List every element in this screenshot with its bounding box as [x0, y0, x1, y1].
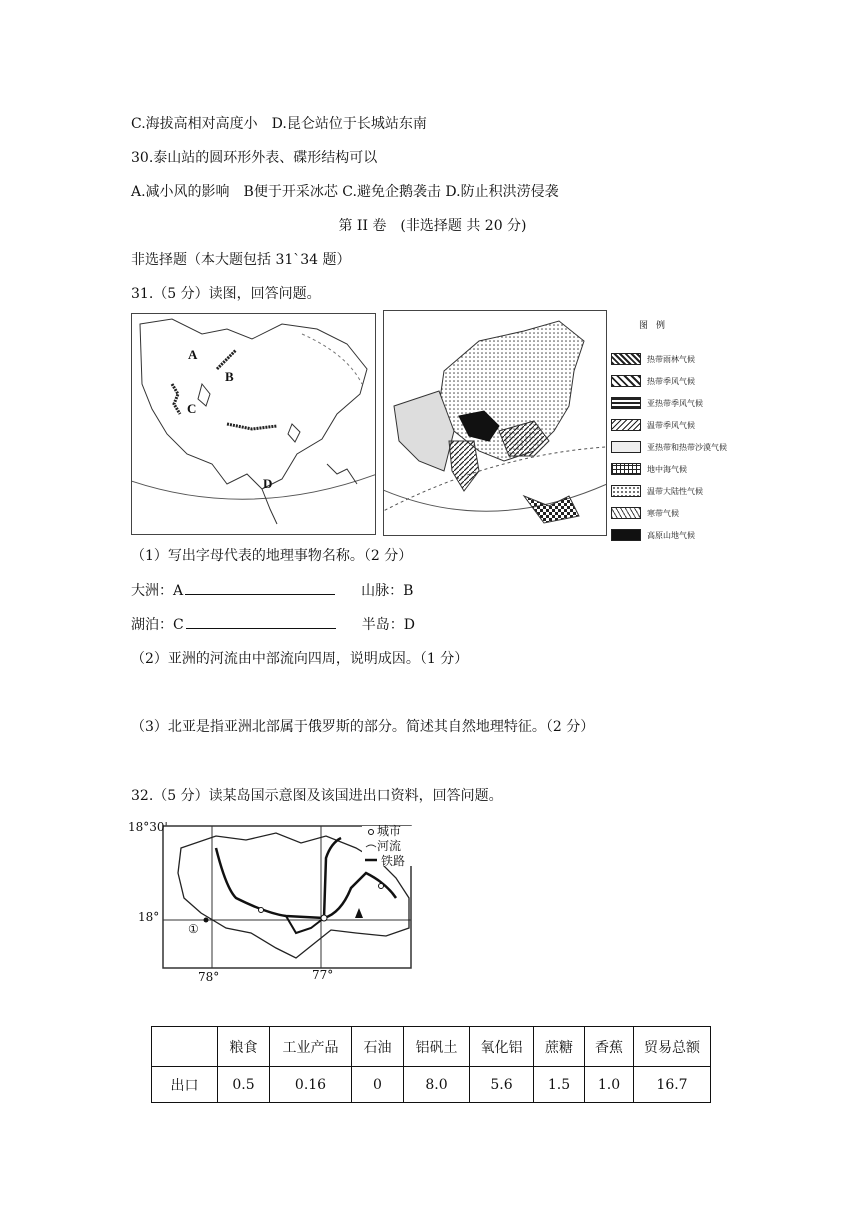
table-header-cell: 铝矾土 [404, 1027, 470, 1067]
asia-physical-map [131, 313, 376, 535]
section-title: 第 II 卷 (非选择题 共 20 分) [338, 218, 527, 234]
table-header-cell: 贸易总额 [634, 1027, 711, 1067]
legend-item [611, 419, 695, 431]
legend-item [611, 353, 695, 365]
legend-title: 图例 [639, 321, 674, 331]
legend-label: 温带季风气候 [647, 420, 695, 430]
climate-legend [611, 318, 751, 540]
table-header-cell: 工业产品 [270, 1027, 352, 1067]
q30-stem: 30.泰山站的圆环形外表、碟形结构可以 [131, 150, 378, 166]
lake-blank[interactable] [186, 614, 336, 629]
table-cell: 8.0 [404, 1067, 470, 1103]
q31-row-continent [131, 580, 413, 600]
q31-sub2: （2）亚洲的河流由中部流向四周，说明成因。（1 分） [131, 651, 469, 667]
legend-swatch [611, 463, 641, 475]
asia-climate-map-svg [384, 311, 606, 535]
table-cell: 16.7 [634, 1067, 711, 1103]
legend-label: 高原山地气候 [647, 530, 695, 540]
lon-left-label: 78° [198, 970, 220, 984]
table-cell: 0 [352, 1067, 404, 1103]
legend-swatch [611, 375, 641, 387]
legend-swatch [611, 441, 641, 453]
trade-table [151, 1026, 711, 1103]
lat-top-label: 18°30' [128, 820, 168, 834]
legend-item [611, 375, 695, 387]
q29-options: C.海拔高相对高度小 D.昆仑站位于长城站东南 [131, 116, 427, 132]
legend-item [611, 441, 727, 453]
table-header-cell: 香蕉 [585, 1027, 634, 1067]
lat-mid-label: 18° [138, 910, 160, 924]
label-a: A [188, 347, 198, 362]
label-d: D [263, 476, 273, 491]
legend-city: 城市 [377, 824, 402, 838]
q30-options: A.减小风的影响 B便于开采冰芯 C.避免企鹅袭击 D.防止积洪涝侵袭 [131, 184, 559, 200]
legend-label: 温带大陆性气候 [647, 486, 703, 496]
table-header-row [152, 1027, 711, 1067]
legend-swatch [611, 529, 641, 541]
legend-label: 热带雨林气候 [647, 354, 695, 364]
legend-label: 热带季风气候 [647, 376, 695, 386]
legend-item [611, 463, 687, 475]
table-cell: 1.0 [585, 1067, 634, 1103]
lake-label: 湖泊：C [131, 617, 184, 633]
q32-stem: 32.（5 分）读某岛国示意图及该国进出口资料，回答问题。 [131, 788, 503, 804]
legend-rail: 铁路 [381, 854, 406, 868]
label-c: C [187, 401, 197, 416]
table-cell: 0.5 [218, 1067, 270, 1103]
legend-label: 亚热带和热带沙漠气候 [647, 442, 727, 452]
table-cell: 5.6 [470, 1067, 534, 1103]
legend-swatch [611, 419, 641, 431]
table-header-cell [152, 1027, 218, 1067]
legend-label: 寒带气候 [647, 508, 679, 518]
table-header-cell: 粮食 [218, 1027, 270, 1067]
mountain-label: 山脉：B [361, 583, 414, 599]
lon-right-label: 77° [312, 968, 334, 982]
legend-item [611, 507, 679, 519]
legend-swatch [611, 485, 641, 497]
legend-swatch [611, 353, 641, 365]
island-map [126, 818, 426, 993]
asia-physical-map-svg [132, 314, 375, 534]
label-b: B [225, 369, 234, 384]
legend-swatch [611, 507, 641, 519]
table-header-cell: 氧化铝 [470, 1027, 534, 1067]
legend-item [611, 529, 695, 541]
legend-swatch [611, 397, 641, 409]
q31-sub1: （1）写出字母代表的地理事物名称。（2 分） [131, 548, 413, 564]
legend-item [611, 397, 703, 409]
marker-1: ① [188, 922, 199, 936]
section-note: 非选择题（本大题包括 31`34 题） [131, 252, 351, 268]
q31-stem: 31.（5 分）读图，回答问题。 [131, 286, 321, 302]
table-header-cell: 石油 [352, 1027, 404, 1067]
continent-blank[interactable] [185, 580, 335, 595]
legend-label: 地中海气候 [647, 464, 687, 474]
table-cell: 1.5 [534, 1067, 585, 1103]
table-row [152, 1067, 711, 1103]
peninsula-label: 半岛：D [361, 617, 415, 633]
table-cell: 0.16 [270, 1067, 352, 1103]
legend-river: 河流 [377, 839, 402, 853]
continent-label: 大洲：A [131, 583, 184, 599]
table-cell: 出口 [152, 1067, 218, 1103]
q31-row-lake [131, 614, 415, 634]
legend-label: 亚热带季风气候 [647, 398, 703, 408]
legend-item [611, 485, 703, 497]
asia-climate-map [383, 310, 607, 536]
q31-sub3: （3）北亚是指亚洲北部属于俄罗斯的部分。简述其自然地理特征。（2 分） [131, 719, 595, 735]
table-header-cell: 蔗糖 [534, 1027, 585, 1067]
